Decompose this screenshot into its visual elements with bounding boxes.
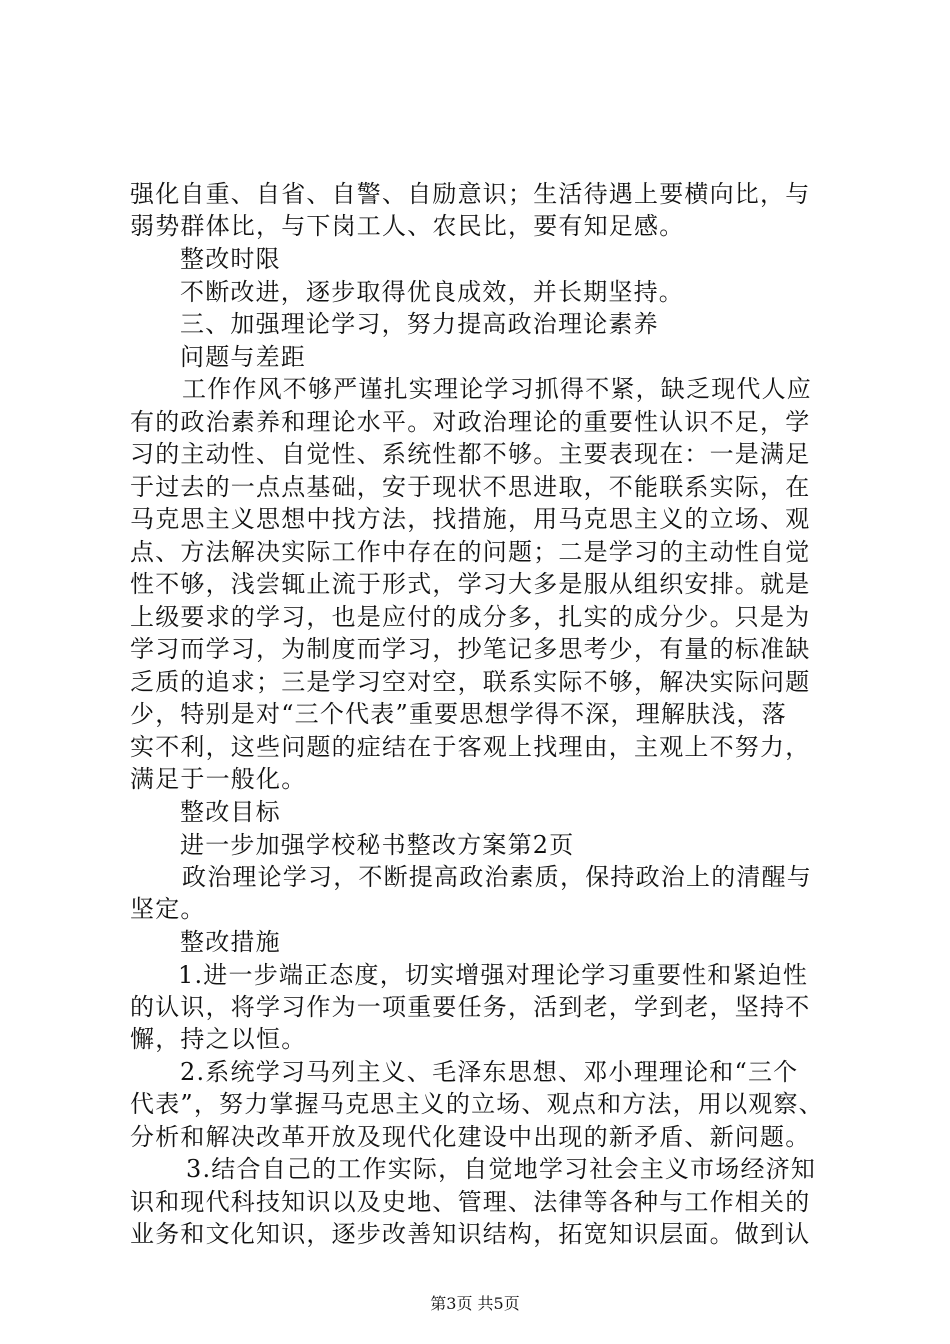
text-line: 乏质的追求；三是学习空对空，联系实际不够，解决实际问题 (130, 668, 811, 696)
text-line: 的认识，将学习作为一项重要任务，活到老，学到老，坚持不 (130, 993, 811, 1021)
text-line: 弱势群体比，与下岗工人、农民比，要有知足感。 (130, 212, 685, 240)
section-heading: 整改措施 (180, 928, 281, 956)
text-line: 性不够，浅尝辄止流于形式，学习大多是服从组织安排。就是 (130, 570, 811, 598)
page-number-footer: 第3页 共5页 (430, 1294, 520, 1313)
text-line: 强化自重、自省、自警、自励意识；生活待遇上要横向比，与 (130, 180, 811, 208)
text-line: 满足于一般化。 (130, 765, 307, 793)
text-line: 坚定。 (130, 895, 206, 923)
text-line: 代表”，努力掌握马克思主义的立场、观点和方法，用以观察、 (130, 1090, 824, 1118)
text-line: 懈，持之以恒。 (130, 1025, 307, 1053)
text-line: 业务和文化知识，逐步改善知识结构，拓宽知识层面。做到认 (130, 1220, 811, 1248)
text-line: 进一步加强学校秘书整改方案第2页 (180, 831, 575, 859)
section-heading: 三、加强理论学习，努力提高政治理论素养 (180, 310, 659, 338)
text-line: 实不利，这些问题的症结在于客观上找理由，主观上不努力， (130, 733, 811, 761)
text-line: 分析和解决改革开放及现代化建设中出现的新矛盾、新问题。 (130, 1123, 811, 1151)
text-line: 点、方法解决实际工作中存在的问题；二是学习的主动性自觉 (130, 538, 811, 566)
text-line: 2.系统学习马列主义、毛泽东思想、邓小理理论和“三个 (180, 1058, 799, 1086)
text-line: 马克思主义思想中找方法，找措施，用马克思主义的立场、观 (130, 505, 811, 533)
text-line: 习的主动性、自觉性、系统性都不够。主要表现在：一是满足 (130, 440, 811, 468)
section-heading: 问题与差距 (180, 343, 306, 371)
section-heading: 整改时限 (180, 245, 281, 273)
section-heading: 整改目标 (180, 798, 281, 826)
text-line: 1.进一步端正态度，切实增强对理论学习重要性和紧迫性 (178, 961, 809, 989)
text-line: 学习而学习，为制度而学习，抄笔记多思考少，有量的标准缺 (130, 635, 811, 663)
text-line: 有的政治素养和理论水平。对政治理论的重要性认识不足，学 (130, 408, 811, 436)
text-line: 于过去的一点点基础，安于现状不思进取，不能联系实际，在 (130, 473, 811, 501)
text-line: 识和现代科技知识以及史地、管理、法律等各种与工作相关的 (130, 1188, 811, 1216)
text-line: 3.结合自己的工作实际，自觉地学习社会主义市场经济知 (186, 1155, 817, 1183)
text-line: 少，特别是对“三个代表”重要思想学得不深，理解肤浅，落 (130, 700, 787, 728)
text-line: 工作作风不够严谨扎实理论学习抓得不紧，缺乏现代人应 (182, 375, 812, 403)
text-line: 上级要求的学习，也是应付的成分多，扎实的成分少。只是为 (130, 603, 811, 631)
text-line: 不断改进，逐步取得优良成效，并长期坚持。 (180, 278, 684, 306)
text-line: 政治理论学习，不断提高政治素质，保持政治上的清醒与 (182, 863, 812, 891)
